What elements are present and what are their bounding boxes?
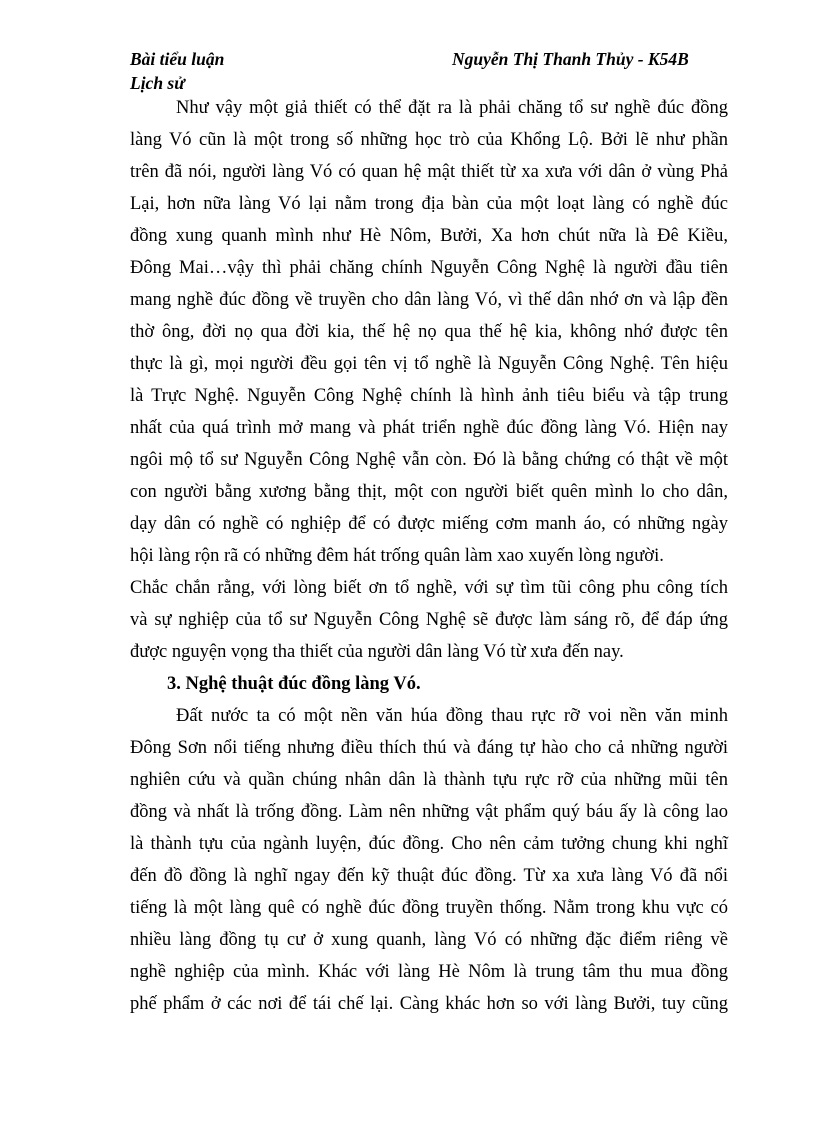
text-line: ngôi mộ tổ sư Nguyễn Công Nghệ vẫn còn. Đó là bằng chứng có thật về một xyxy=(130,450,728,470)
text-line: được nguyện vọng tha thiết của người dân làng Vó từ xưa đến nay. xyxy=(130,642,624,662)
text-line: dạy dân có nghề có nghiệp để có được miếng cơm manh áo, có những ngày xyxy=(130,514,728,534)
section-heading: 3. Nghệ thuật đúc đồng làng Vó. xyxy=(167,674,421,694)
text-line: con người bằng xương bằng thịt, một con người biết quên mình lo cho dân, xyxy=(130,482,728,502)
header-subject-label: Lịch sử xyxy=(130,73,185,93)
text-line: nhất của quá trình mở mang và phát triển nghề đúc đồng làng Vó. Hiện nay xyxy=(130,418,728,438)
text-line: là thành tựu của ngành luyện, đúc đồng. Cho nên cảm tưởng chung khi nghĩ xyxy=(130,834,728,854)
text-line: nhiều làng đồng tụ cư ở xung quanh, làng Vó có những đặc điểm riêng về xyxy=(130,930,728,950)
text-line: thực là gì, mọi người đều gọi tên vị tổ nghề là Nguyễn Công Nghệ. Tên hiệu xyxy=(130,354,728,374)
text-line: trên đã nói, người làng Vó có quan hệ mật thiết từ xa xưa với dân ở vùng Phả xyxy=(130,162,728,182)
text-line: làng Vó cũn là một trong số những học trò của Khổng Lộ. Bởi lẽ như phần xyxy=(130,130,728,150)
header-essay-label: Bài tiểu luận xyxy=(130,49,225,69)
text-line: Đất nước ta có một nền văn húa đồng thau rực rỡ voi nền văn minh xyxy=(176,706,728,726)
text-line: thờ ông, đời nọ qua đời kia, thế hệ nọ qua thế hệ kia, không nhớ được tên xyxy=(130,322,728,342)
text-line: tiếng là một làng quê có nghề đúc đồng truyền thống. Nằm trong khu vực có xyxy=(130,898,728,918)
text-line: phế phẩm ở các nơi để tái chế lại. Càng khác hơn so với làng Bưởi, tuy cũng xyxy=(130,994,728,1014)
text-line: Như vậy một giả thiết có thể đặt ra là phải chăng tổ sư nghề đúc đồng xyxy=(176,98,728,118)
text-line: nghề nghiệp của mình. Khác với làng Hè Nôm là trung tâm thu mua đồng xyxy=(130,962,728,982)
text-line: đồng và nhất là trống đồng. Làm nên những vật phẩm quý báu ấy là công lao xyxy=(130,802,728,822)
text-line: Chắc chắn rằng, với lòng biết ơn tổ nghề, với sự tìm tũi công phu công tích xyxy=(130,578,728,598)
text-line: đồng xung quanh mình như Hè Nôm, Bưởi, Xa hơn chút nữa là Đê Kiều, xyxy=(130,226,728,246)
text-line: Lại, hơn nữa làng Vó lại nằm trong địa bàn của một loạt làng có nghề đúc xyxy=(130,194,728,214)
text-line: hội làng rộn rã có những đêm hát trống quân làm xao xuyến lòng người. xyxy=(130,546,664,566)
header-author: Nguyễn Thị Thanh Thủy - K54B xyxy=(452,49,689,69)
text-line: Đông Mai…vậy thì phải chăng chính Nguyễn Công Nghệ là người đầu tiên xyxy=(130,258,728,278)
text-line: là Trực Nghệ. Nguyễn Công Nghệ chính là hình ảnh tiêu biểu và tập trung xyxy=(130,386,728,406)
body-text xyxy=(130,92,728,1020)
text-line: mang nghề đúc đồng về truyền cho dân làng Vó, vì thế dân nhớ ơn và lập đền xyxy=(130,290,728,310)
text-line: Đông Sơn nổi tiếng nhưng điều thích thú và đáng tự hào cho cả những người xyxy=(130,738,728,758)
text-line: và sự nghiệp của tổ sư Nguyễn Công Nghệ sẽ được làm sáng rõ, để đáp ứng xyxy=(130,610,728,630)
text-line: đến đồ đồng là nghĩ ngay đến kỹ thuật đúc đồng. Từ xa xưa làng Vó đã nổi xyxy=(130,866,728,886)
text-line: nghiên cứu và quần chúng nhân dân là thành tựu rực rỡ của những mũi tên xyxy=(130,770,728,790)
